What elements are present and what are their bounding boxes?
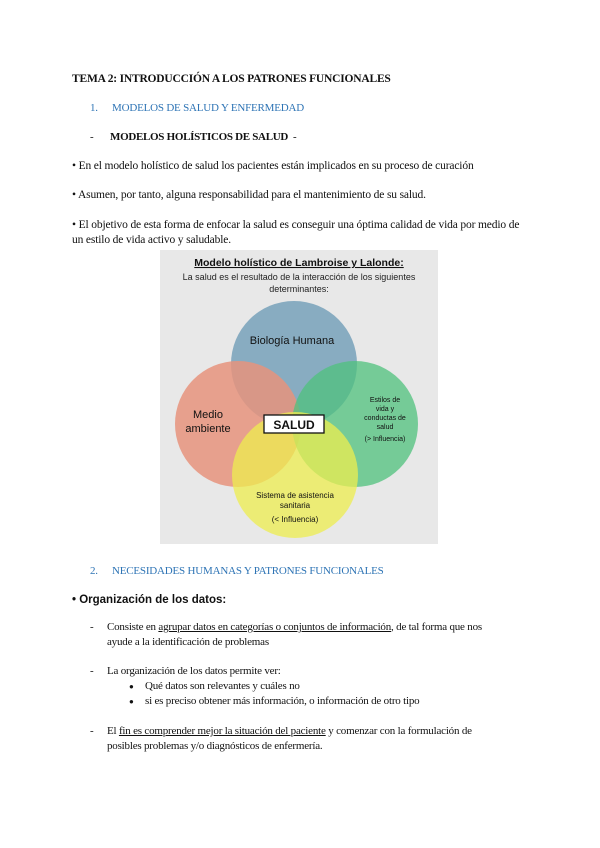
subsection-text: MODELOS HOLÍSTICOS DE SALUD <box>110 131 289 143</box>
figure-subtitle-line-2: determinantes: <box>269 284 329 294</box>
item-3-dash: - <box>90 725 94 737</box>
bullet-1-text: Qué datos son relevantes y cuáles no <box>145 680 300 692</box>
subsection-dash: - <box>90 131 94 143</box>
item-1-dash: - <box>90 621 94 633</box>
label-estilos-2: vida y <box>375 406 395 413</box>
item-1-line-2: ayude a la identificación de problemas <box>107 636 269 648</box>
subsection-heading <box>90 131 296 143</box>
label-medio: Medio <box>193 409 223 421</box>
section-1-text: MODELOS DE SALUD Y ENFERMEDAD <box>112 102 304 114</box>
item-2-dash: - <box>90 665 94 677</box>
label-ambiente: ambiente <box>185 423 231 435</box>
label-sistema-3: (< Influencia) <box>271 515 319 524</box>
paragraph-2: • Asumen, por tanto, alguna responsabilidad para el mantenimiento de su salud. <box>72 189 426 201</box>
figure-subtitle-line-1: La salud es el resultado de la interacción de los siguientes <box>182 272 416 282</box>
document-title: TEMA 2: INTRODUCCIÓN A LOS PATRONES FUNCIONALES <box>72 73 391 85</box>
label-sistema-2: sanitaria <box>279 501 311 510</box>
subsection-trail: - <box>292 131 297 143</box>
item-1-underlined: agrupar datos en categorías o conjuntos de información <box>158 621 392 633</box>
label-biologia-humana: Biología Humana <box>249 335 335 347</box>
section-1-heading <box>90 102 304 114</box>
label-estilos-4: salud <box>376 424 394 431</box>
section-2-text: NECESIDADES HUMANAS Y PATRONES FUNCIONALES <box>112 565 384 577</box>
organizacion-heading: • Organización de los datos: <box>72 594 227 606</box>
bullet-2: ● <box>129 697 134 706</box>
label-sistema-1: Sistema de asistencia <box>256 491 334 500</box>
item-3-pre: El <box>107 725 119 737</box>
paragraph-1: • En el modelo holístico de salud los pacientes están implicados en su proceso de curación <box>72 160 474 172</box>
label-estilos-3: conductas de <box>364 415 406 422</box>
section-2-number: 2. <box>90 565 98 577</box>
item-3-line-2: posibles problemas y/o diagnósticos de enfermería. <box>107 740 323 752</box>
label-estilos-5: (> Influencia) <box>364 436 406 443</box>
paragraph-3-line-2: un estilo de vida activo y saludable. <box>72 234 231 246</box>
bullet-2-text: si es preciso obtener más información, o información de otro tipo <box>145 695 420 707</box>
item-1-line-1 <box>107 621 482 633</box>
figure-title: Modelo holístico de Lambroise y Lalonde: <box>194 257 404 269</box>
item-1-pre: Consiste en <box>107 621 159 633</box>
bullet-1: ● <box>129 682 134 691</box>
section-1-number: 1. <box>90 102 98 114</box>
item-3-line-1 <box>107 725 472 737</box>
item-3-post: y comenzar con la formulación de <box>325 725 472 737</box>
holistic-model-figure <box>160 250 438 544</box>
item-3-underlined: fin es comprender mejor la situación del paciente <box>118 725 326 737</box>
section-2-heading <box>90 565 384 577</box>
paragraph-3-line-1: • El objetivo de esta forma de enfocar la salud es conseguir una óptima calidad de vida por medio de <box>72 219 520 231</box>
label-estilos-1: Estilos de <box>369 397 401 404</box>
item-1-post: , de tal forma que nos <box>391 621 482 633</box>
venn-diagram <box>160 250 438 544</box>
salud-label: SALUD <box>273 418 315 432</box>
item-2-text: La organización de los datos permite ver: <box>107 665 281 677</box>
